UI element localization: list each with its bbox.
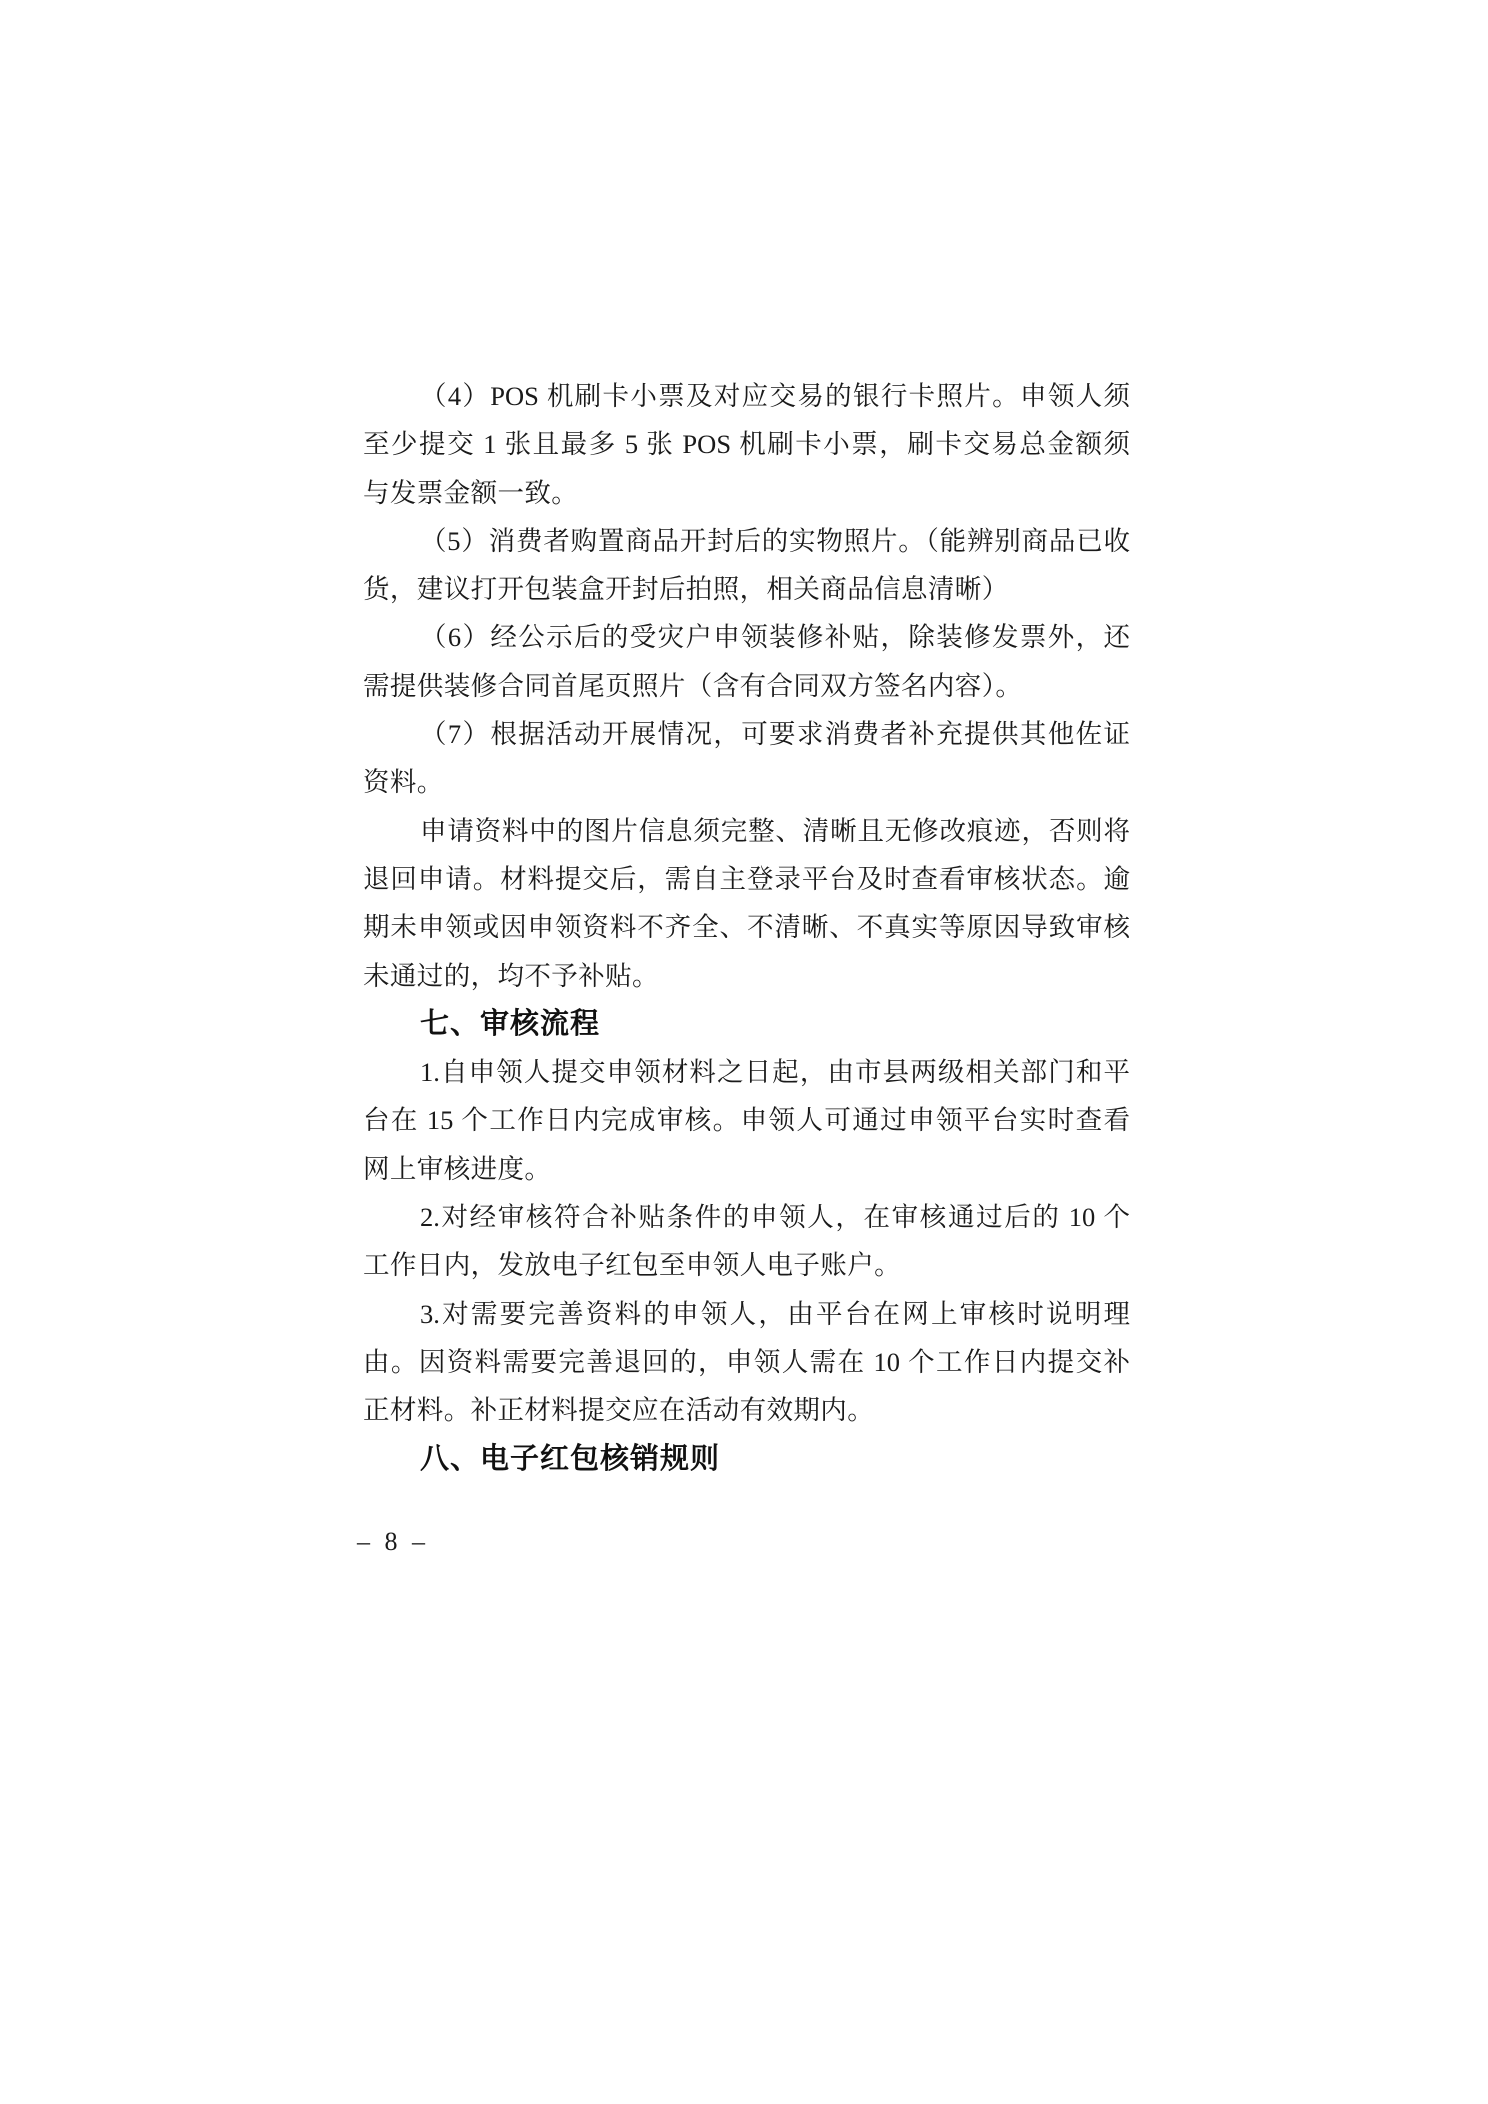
text-line: 退回申请。材料提交后，需自主登录平台及时查看审核状态。逾 [363, 863, 1130, 894]
text-line: 资料。 [363, 767, 444, 798]
text-line: 正材料。补正材料提交应在活动有效期内。 [363, 1395, 875, 1426]
text-line: 需提供装修合同首尾页照片（含有合同双方签名内容）。 [363, 670, 1023, 701]
section-heading-audit-process: 七、审核流程 [420, 1007, 601, 1040]
document-text-block [363, 372, 1130, 1483]
text-line: （7）根据活动开展情况，可要求消费者补充提供其他佐证 [420, 719, 1130, 750]
text-line: 至少提交 1 张且最多 5 张 POS 机刷卡小票，刷卡交易总金额须 [363, 429, 1130, 460]
text-line: 网上审核进度。 [363, 1153, 552, 1184]
text-line: （5）消费者购置商品开封后的实物照片。（能辨别商品已收 [420, 525, 1130, 556]
text-line: （6）经公示后的受灾户申领装修补贴，除装修发票外，还 [420, 622, 1130, 653]
text-line: 2.对经审核符合补贴条件的申领人，在审核通过后的 10 个 [420, 1202, 1130, 1233]
text-line: 货，建议打开包装盒开封后拍照，相关商品信息清晰） [363, 574, 1009, 605]
text-line: 期未申领或因申领资料不齐全、不清晰、不真实等原因导致审核 [363, 912, 1130, 943]
text-line: 申请资料中的图片信息须完整、清晰且无修改痕迹，否则将 [420, 815, 1130, 846]
text-line: 与发票金额一致。 [363, 477, 579, 508]
text-line: （4）POS 机刷卡小票及对应交易的银行卡照片。申领人须 [420, 381, 1130, 411]
section-heading-redpacket-rules: 八、电子红包核销规则 [420, 1442, 721, 1475]
page-number: – 8 – [357, 1527, 429, 1556]
text-line: 工作日内，发放电子红包至申领人电子账户。 [363, 1250, 901, 1281]
text-line: 由。因资料需要完善退回的，申领人需在 10 个工作日内提交补 [363, 1346, 1130, 1377]
text-line: 1.自申领人提交申领材料之日起，由市县两级相关部门和平 [420, 1057, 1130, 1088]
text-line: 3.对需要完善资料的申领人，由平台在网上审核时说明理 [420, 1298, 1130, 1329]
text-line: 未通过的，均不予补贴。 [363, 960, 659, 991]
text-line: 台在 15 个工作日内完成审核。申领人可通过申领平台实时查看 [363, 1105, 1130, 1136]
